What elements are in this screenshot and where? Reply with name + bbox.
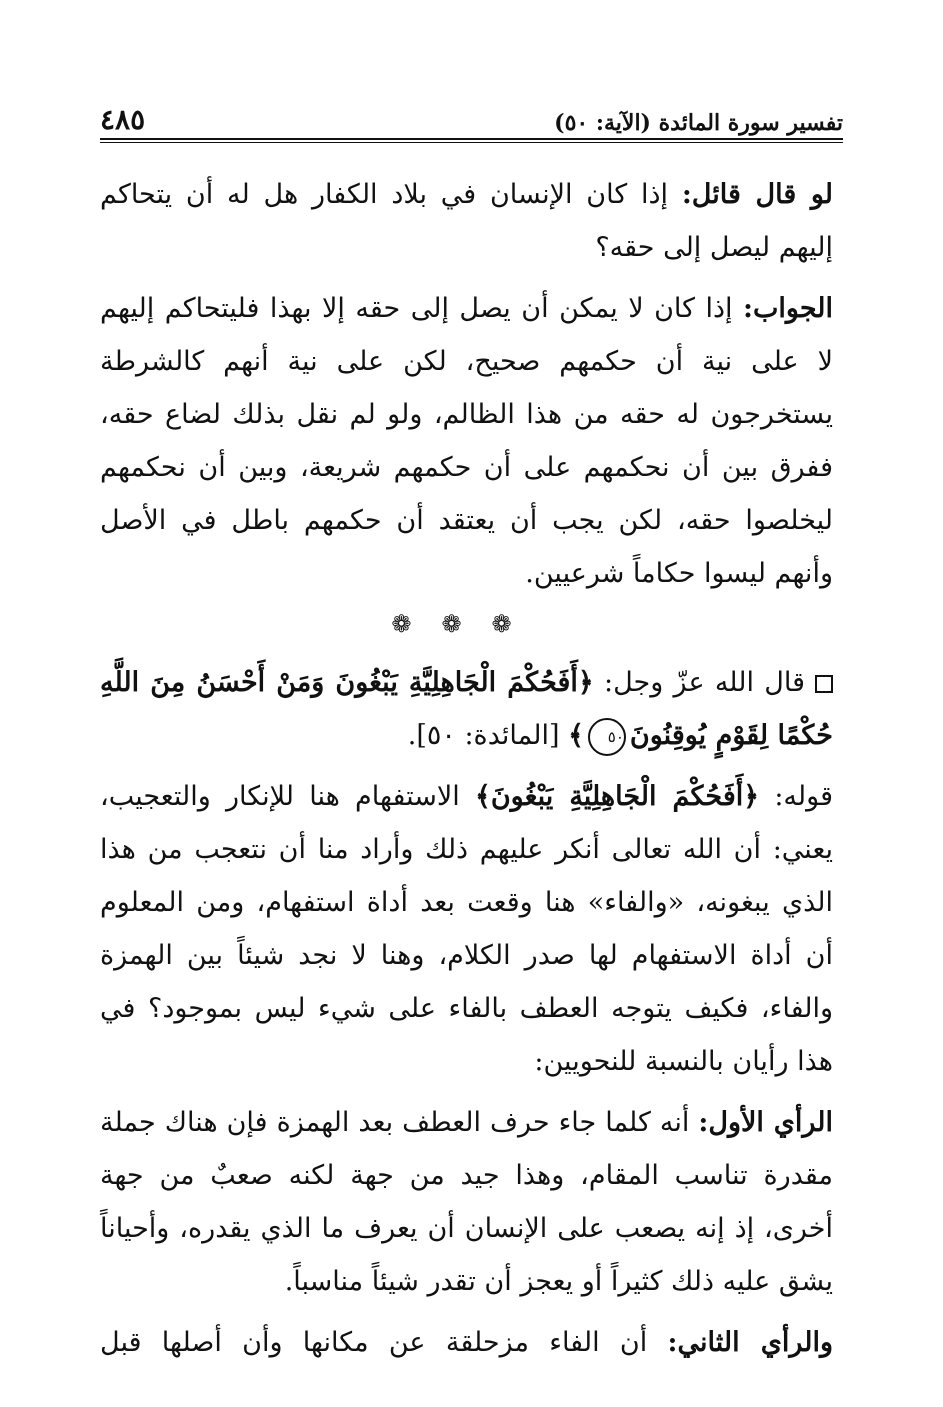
answer-text: إذا كان لا يمكن أن يصل إلى حقه إلا بهذا فليتحاكم إليهم لا على نية أن حكمهم صحيح، لكن على نية أنهم كالشرطة يستخرجون له حقه من هذا الظالم، ولو لم نقل بذلك لضاع حقه، ففرق بين أن نحكمهم على أن حكمهم شريعة، وبين أن نحكمهم ليخلصوا حقه، لكن يجب أن يعتقد أن حكمهم باطل في الأصل وأنهم ليسوا حكاماً شرعيين. [100, 293, 833, 589]
header-rule-thin [100, 142, 843, 143]
page-header [100, 96, 843, 136]
paragraph-answer [100, 282, 833, 600]
quran-quote: أَفَحُكْمَ الْجَاهِلِيَّةِ يَبْغُونَ [490, 781, 744, 812]
first-opinion-text: أنه كلما جاء حرف العطف بعد الهمزة فإن هناك جملة مقدرة تناسب المقام، وهذا جيد من جهة لكنه صعبٌ من جهة أخرى، إذ إنه يصعب على الإنسان أن يعرف ما الذي يقدره، وأحياناً يشق عليه ذلك كثيراً أو يعجز أن تقدر شيئاً مناسباً. [100, 1107, 833, 1297]
second-opinion-text: أن الفاء مزحلقة عن مكانها وأن أصلها قبل [100, 1327, 668, 1358]
paragraph-first-opinion [100, 1096, 833, 1308]
flower-icon: ❁ [391, 610, 442, 638]
flower-icon: ❁ [491, 610, 542, 638]
paragraph-question [100, 168, 833, 274]
page-body [100, 168, 833, 1377]
quran-verse: أَفَحُكْمَ الْجَاهِلِيَّةِ يَبْغُونَ وَمَنْ أَحْسَنُ مِنَ اللَّهِ حُكْمًا لِقَوْمٍ يُوقِنُونَ [100, 667, 833, 751]
flower-icon: ❁ [441, 610, 492, 638]
page-number: ٤٨٥ [100, 103, 146, 136]
header-rule-thick [100, 138, 843, 140]
question-text: إذا كان الإنسان في بلاد الكفار هل له أن يتحاكم إليهم ليصل إلى حقه؟ [100, 179, 833, 263]
ayah-number-mark: ٥٠ [588, 718, 626, 756]
quran-close-bracket: ﴾ [568, 720, 584, 751]
verse-reference: [المائدة: ٥٠]. [407, 720, 569, 751]
quran-close-bracket: ﴾ [475, 781, 491, 812]
paragraph-second-opinion [100, 1316, 833, 1369]
paragraph-commentary [100, 770, 833, 1088]
answer-term: الجواب: [743, 293, 833, 324]
first-opinion-term: الرأي الأول: [698, 1107, 833, 1138]
question-term: لو قال قائل: [681, 179, 834, 210]
commentary-intro: قوله: [759, 781, 833, 812]
quran-open-bracket: ﴿ [577, 667, 594, 698]
commentary-text: الاستفهام هنا للإنكار والتعجيب، يعني: أن الله تعالى أنكر عليهم ذلك وأراد منا أن نتعجب من هذا الذي يبغونه، «والفاء» هنا وقعت بعد أداة استفهام، ومن المعلوم أن أداة الاستفهام لها صدر الكلام، وهنا لا نجد شيئاً بين الهمزة والفاء، فكيف يتوجه العطف بالفاء على شيء ليس بموجود؟ في هذا رأيان بالنسبة للنحويين: [100, 781, 833, 1077]
quran-open-bracket: ﴿ [743, 781, 760, 812]
second-opinion-term: والرأي الثاني: [667, 1327, 834, 1358]
square-bullet-icon [815, 675, 833, 693]
paragraph-verse [100, 656, 833, 762]
running-title: تفسير سورة المائدة (الآية: ٥٠) [554, 110, 843, 136]
verse-intro: قال الله عزّ وجل: [593, 667, 805, 698]
section-separator [100, 610, 833, 638]
